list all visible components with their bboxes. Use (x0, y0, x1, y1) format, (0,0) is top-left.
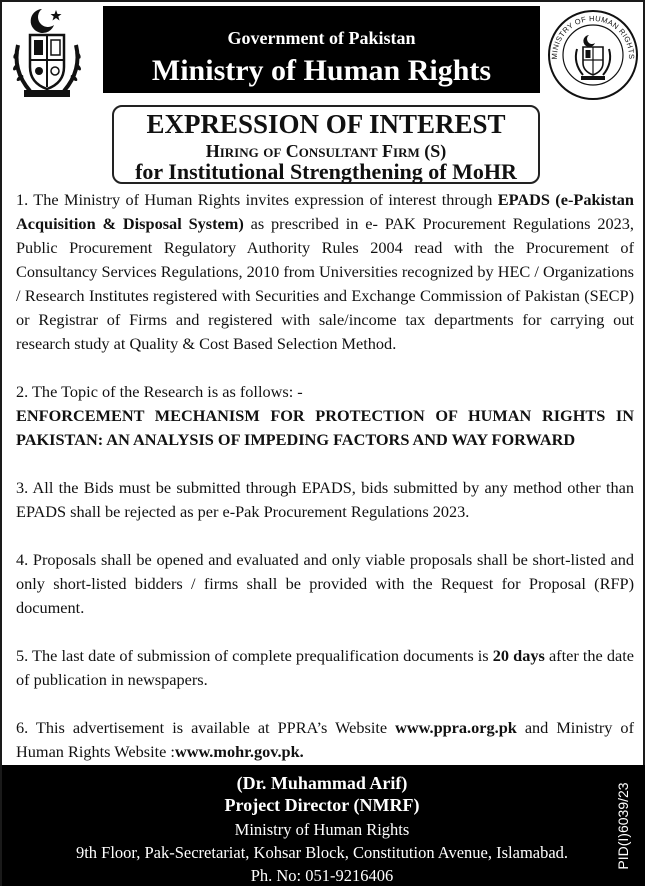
paragraph-2 (16, 380, 634, 452)
footer-address: 9th Floor, Pak-Secretariat, Kohsar Block, Constitution Avenue, Islamabad. (75, 843, 569, 862)
paragraph-1-text-c: as prescribed in e- PAK Procurement Regulations 2023, Public Procurement Regulatory Authority Rules 2004 read with the Procurement of Consultancy Services Regulations, 2010 from Universities recognized by HEC / Organizations / Research Institutes registered with Securities and Exchange Commission of Pakistan (SECP) or Registrar of Firms and registered with sale/income tax departments for carrying out research study at Quality & Cost Based Selection Method. (16, 214, 634, 353)
research-topic: ENFORCEMENT MECHANISM FOR PROTECTION OF HUMAN RIGHTS IN PAKISTAN: AN ANALYSIS OF IMPEDING FACTORS AND WAY FORWARD (16, 406, 634, 449)
ppra-website-link[interactable]: www.ppra.org.pk (395, 718, 517, 737)
advertisement-body (16, 188, 634, 788)
deadline-days: 20 days (492, 646, 545, 665)
pid-text: PID(I)6039/23 (615, 782, 631, 870)
paragraph-1 (16, 188, 634, 356)
pid-number (608, 772, 638, 880)
footer-ministry: Ministry of Human Rights (234, 820, 410, 839)
purpose-subheading: for Institutional Strengthening of MoHR (135, 159, 517, 184)
paragraph-6-text-a: 6. This advertisement is available at PPRA’s Website (16, 718, 396, 737)
paragraph-2-intro: 2. The Topic of the Research is as follows: - (16, 382, 303, 401)
footer-phone: Ph. No: 051-9216406 (250, 866, 394, 885)
paragraph-5-text-c: after the date of publication in newspapers. (16, 646, 634, 689)
signature-footer (2, 765, 645, 886)
paragraph-5-text-a: 5. The last date of submission of complete prequalification documents is (16, 646, 493, 665)
paragraph-1-text-a: 1. The Ministry of Human Rights invites expression of interest through (16, 190, 498, 209)
mohr-website-link[interactable]: www.mohr.gov.pk. (174, 742, 304, 761)
paragraph-3: 3. All the Bids must be submitted through EPADS, bids submitted by any method other than EPADS shall be rejected as per e-Pak Procurement Regulations 2023. (16, 478, 634, 521)
paragraph-6-text-c: and Ministry of Human Rights Website : (16, 718, 634, 761)
state-emblem-icon (8, 5, 86, 100)
title-box (112, 105, 540, 184)
header-band (103, 6, 540, 93)
ministry-title: Ministry of Human Rights (151, 54, 492, 87)
paragraph-5 (16, 644, 634, 692)
paragraph-6 (16, 716, 634, 764)
expression-of-interest-heading: EXPRESSION OF INTEREST (146, 109, 506, 139)
signatory-name: (Dr. Muhammad Arif) (236, 773, 408, 793)
header (2, 2, 645, 103)
government-title: Government of Pakistan (227, 28, 416, 48)
ministry-seal-icon (543, 5, 643, 100)
hiring-subheading: Hiring of Consultant Firm (S) (205, 141, 447, 161)
signatory-title: Project Director (NMRF) (224, 795, 420, 815)
paragraph-4: 4. Proposals shall be opened and evaluated and only viable proposals shall be short-listed and only short-listed bidders / firms shall be provided with the Request for Proposal (RFP) document. (16, 550, 634, 617)
svg-text:MINISTRY OF HUMAN RIGHTS: MINISTRY OF HUMAN RIGHTS (549, 13, 637, 60)
paragraph-1-epads: EPADS (e-Pakistan Acquisition & Disposal System) (16, 190, 634, 233)
